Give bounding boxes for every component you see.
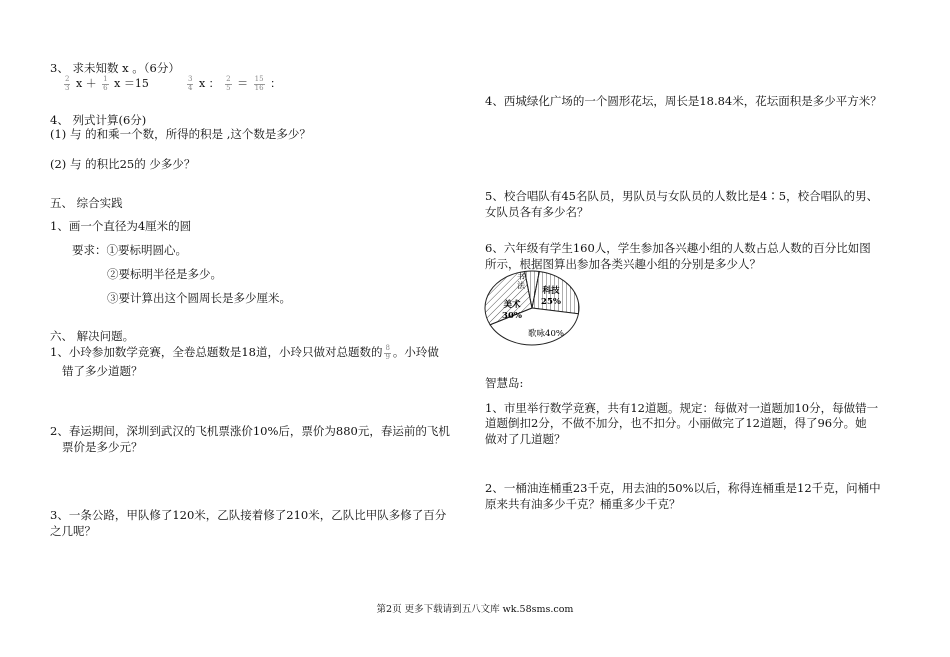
page-footer: 第2页 更多下载请到五八文库 wk.58sms.com	[376, 604, 574, 615]
section-5-q1: 1、画一个直径为4厘米的圆	[50, 219, 192, 233]
wisdom-title: 智慧岛:	[485, 376, 524, 390]
requirement-2: ②要标明半径是多少。	[107, 267, 222, 281]
pie-label-keji: 科技	[542, 286, 560, 296]
q3-title: 3、 求未知数 x 。（6分）	[50, 61, 180, 75]
q3-equation-2: $\frac{3}{4}$ x ： $\frac{2}{5}$ ＝ $\frac{15}{16}$ ：	[188, 75, 282, 92]
fraction: $\frac{15}{16}$	[254, 75, 264, 92]
fraction: $\frac{2}{5}$	[226, 75, 231, 92]
section-6-title: 六、 解决问题。	[50, 329, 135, 343]
pie-label-geyong: 歌咏40%	[528, 329, 564, 339]
requirement-1: 要求：①要标明圆心。	[72, 243, 187, 257]
fraction: $\frac{2}{3}$	[65, 75, 70, 92]
right-q4: 4、西城绿化广场的一个圆形花坛，周长是18.84米，花坛面积是多少平方米？	[485, 94, 882, 108]
wisdom-q2-line1: 2、一桶油连桶重23千克，用去油的50%以后，称得连桶重是12千克，问桶中	[485, 481, 881, 495]
pie-label-shufa-1: 书	[517, 272, 525, 281]
wisdom-q2-line2: 原来共有油多少千克？桶重多少千克？	[485, 497, 681, 511]
fraction: $\frac{3}{4}$	[188, 75, 193, 92]
wisdom-q1-line1: 1、市里举行数学竞赛，共有12道题。规定：每做对一道题加10分，每做错一	[485, 401, 879, 415]
pie-label-meishu: 美术	[503, 300, 521, 310]
right-q6-line2: 所示，根据图算出参加各类兴趣小组的分别是多少人？	[485, 257, 761, 271]
q4-part-1: (1) 与 的和乘一个数，所得的积是 ,这个数是多少？	[50, 127, 311, 141]
section-6-q3-line1: 3、一条公路，甲队修了120米，乙队接着修了210米，乙队比甲队多修了百分	[50, 508, 447, 522]
section-6-q1-line2: 错了多少道题？	[62, 364, 143, 378]
pie-label-shufa-2: 法	[517, 281, 525, 290]
right-q5-line1: 5、校合唱队有45名队员，男队员与女队员的人数比是4∶5，校合唱队的男、	[485, 189, 879, 203]
pie-label-keji-pct: 25%	[541, 297, 561, 307]
q3-equation-1: $\frac{2}{3}$ x ＋ $\frac{1}{6}$ x ＝15	[65, 75, 149, 92]
wisdom-q1-line2: 道题倒扣2分，不做不加分，也不扣分。小丽做完了12道题，得了96分。她	[485, 416, 867, 430]
section-6-q3-line2: 之几呢？	[50, 524, 96, 538]
fraction: $\frac{1}{6}$	[103, 75, 108, 92]
section-6-q1-line1: 1、小玲参加数学竞赛，全卷总题数是18道，小玲只做对总题数的 $\frac{8}{9}$ 。小玲做	[50, 344, 439, 361]
section-6-q2-line1: 2、春运期间，深圳到武汉的飞机票涨价10%后，票价为880元，春运前的飞机	[50, 424, 450, 438]
q4-part-2: (2) 与 的积比25的 少多少？	[50, 157, 196, 171]
pie-label-meishu-pct: 30%	[502, 311, 522, 321]
requirement-3: ③要计算出这个圆周长是多少厘米。	[107, 291, 291, 305]
section-5-title: 五、 综合实践	[50, 196, 123, 210]
interest-group-pie-chart	[482, 266, 602, 366]
fraction: $\frac{8}{9}$	[385, 344, 390, 361]
section-6-q2-line2: 票价是多少元？	[62, 440, 143, 454]
right-q6-line1: 6、六年级有学生160人，学生参加各兴趣小组的人数占总人数的百分比如图	[485, 241, 871, 255]
wisdom-q1-line3: 做对了几道题？	[485, 432, 566, 446]
q4-title: 4、 列式计算(6分)	[50, 113, 147, 127]
right-q5-line2: 女队员各有多少名？	[485, 205, 589, 219]
